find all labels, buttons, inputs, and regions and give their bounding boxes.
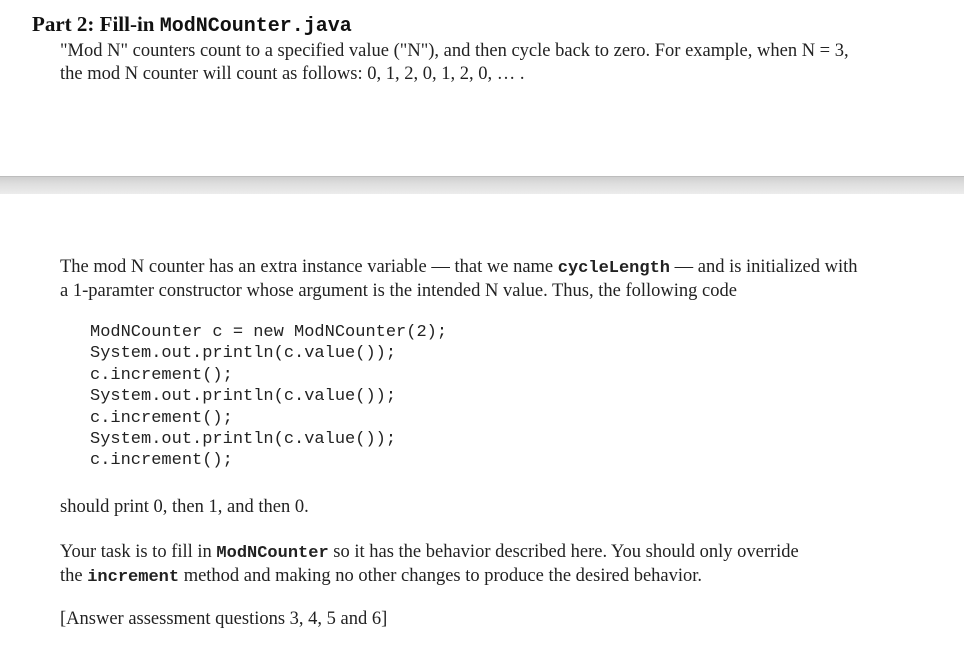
text-run: — and is initialized with	[669, 257, 858, 277]
section-heading	[32, 12, 352, 38]
task-line-1	[60, 541, 799, 565]
text-run: so it has the behavior described here. You should only override	[328, 542, 799, 562]
inline-code-increment: increment	[87, 568, 180, 587]
task-line-2	[60, 565, 799, 589]
inline-code-cyclelength: cycleLength	[557, 259, 670, 278]
heading-filename: ModNCounter.java	[159, 15, 352, 38]
code-block	[90, 322, 447, 472]
result-paragraph: should print 0, then 1, and then 0.	[60, 497, 309, 517]
code-line: System.out.println(c.value());	[90, 387, 397, 407]
instance-variable-paragraph	[60, 256, 858, 303]
code-line: ModNCounter c = new ModNCounter(2);	[90, 323, 448, 342]
intro-line-1: "Mod N" counters count to a specified value ("N"), and then cycle back to zero. For example, when N = 3,	[60, 41, 849, 61]
instance-variable-line-1	[60, 256, 858, 280]
code-line: c.increment();	[90, 408, 233, 428]
inline-code-modncounter: ModNCounter	[216, 544, 329, 563]
code-line: System.out.println(c.value());	[90, 344, 397, 364]
text-run: Your task is to fill in	[60, 542, 217, 562]
page-separator	[0, 176, 964, 194]
task-paragraph	[60, 541, 799, 589]
intro-paragraph	[60, 40, 849, 86]
intro-line-2: the mod N counter will count as follows: 0, 1, 2, 0, 1, 2, 0, … .	[60, 64, 525, 84]
instance-variable-line-2: a 1-paramter constructor whose argument is the intended N value. Thus, the following code	[60, 281, 737, 301]
text-run: method and making no other changes to produce the desired behavior.	[179, 566, 703, 586]
text-run: The mod N counter has an extra instance variable — that we name	[60, 257, 558, 277]
code-line: System.out.println(c.value());	[90, 430, 397, 450]
code-line: c.increment();	[90, 365, 233, 385]
heading-text: Part 2: Fill-in	[32, 12, 160, 36]
code-line: c.increment();	[90, 451, 233, 471]
answer-note: [Answer assessment questions 3, 4, 5 and 6]	[60, 609, 388, 629]
text-run: the	[60, 566, 88, 586]
